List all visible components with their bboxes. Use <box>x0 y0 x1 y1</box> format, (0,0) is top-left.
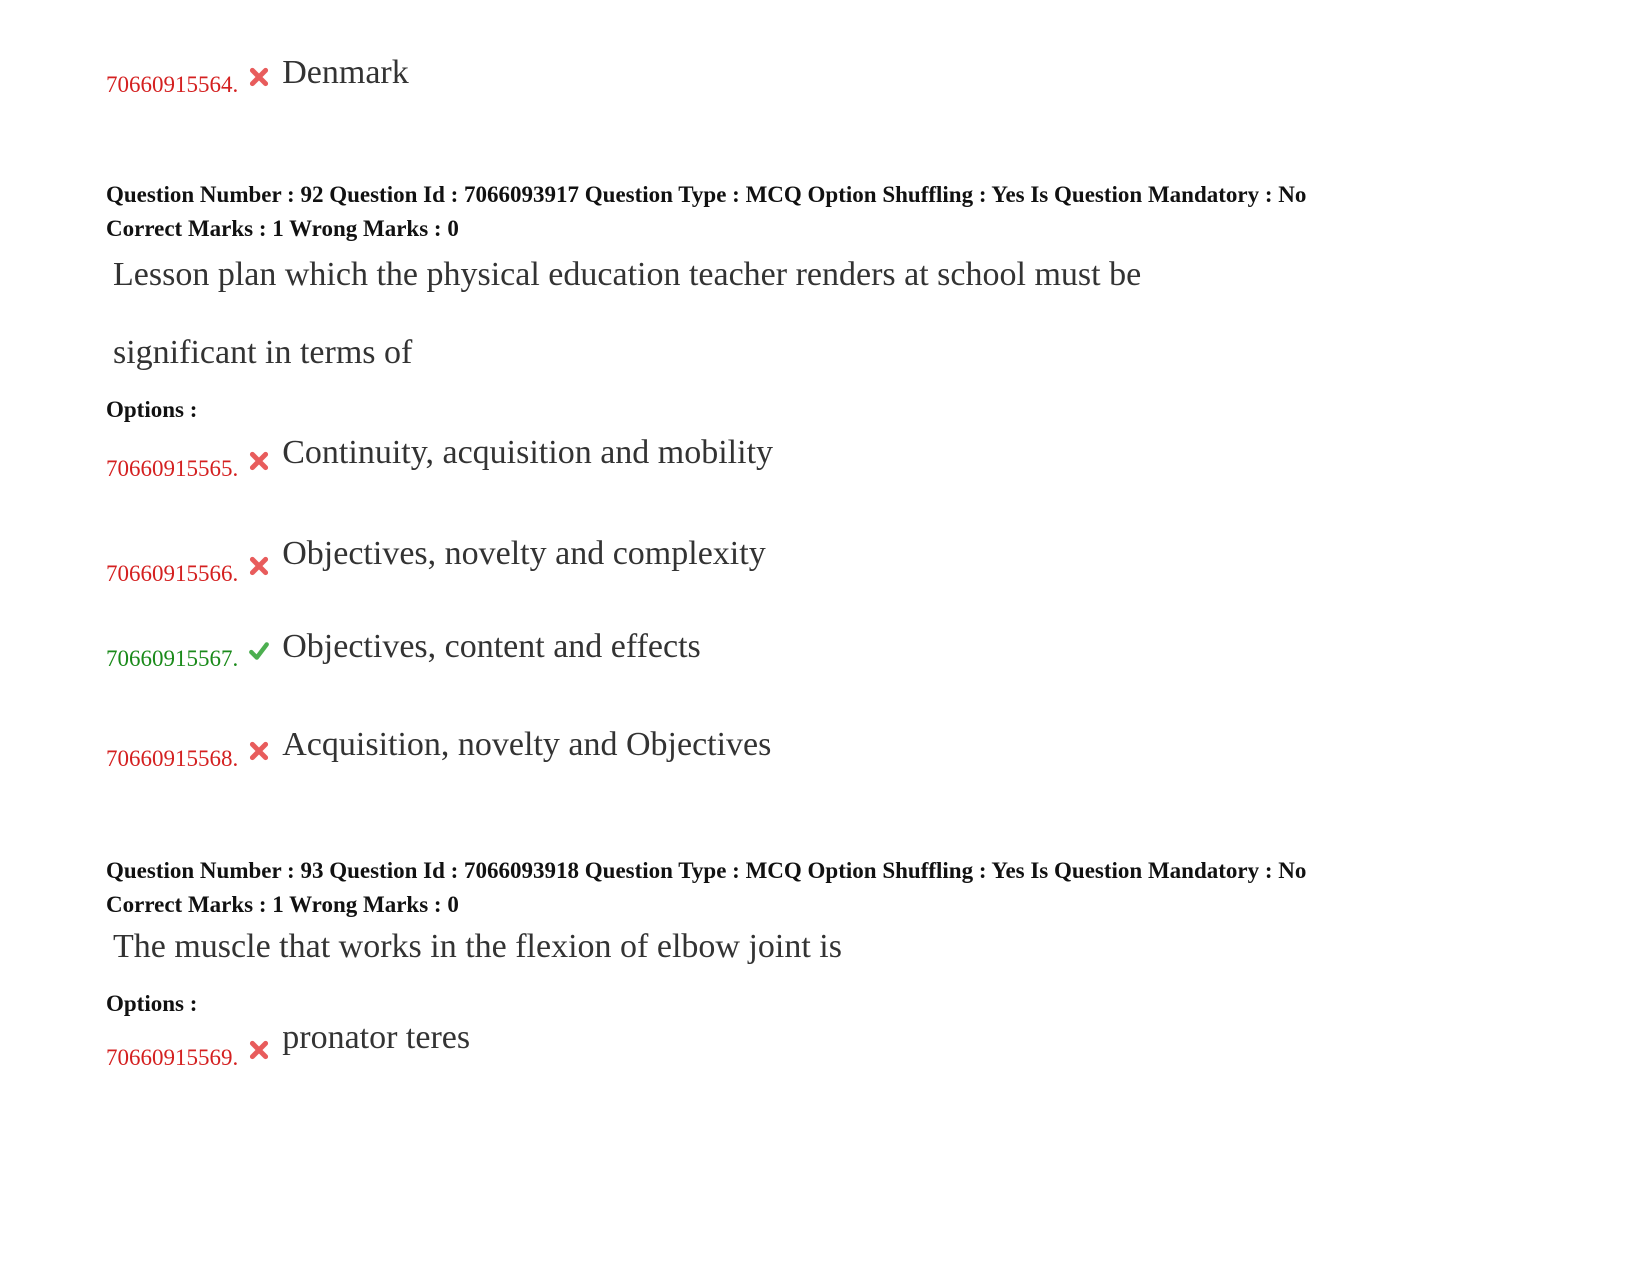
option-id: 70660915567. <box>106 646 239 671</box>
option-row <box>106 628 701 671</box>
question-text: significant in terms of <box>113 334 413 371</box>
question-meta-line: Question Number : 93 Question Id : 7066093918 Question Type : MCQ Option Shuffling : Yes Is Question Mandatory : No <box>106 858 1307 883</box>
question-meta-line: Question Number : 92 Question Id : 7066093917 Question Type : MCQ Option Shuffling : Yes Is Question Mandatory : No <box>106 182 1307 207</box>
check-icon <box>248 640 270 662</box>
question-meta <box>106 854 1306 922</box>
cross-icon <box>248 66 270 88</box>
option-id: 70660915566. <box>106 561 239 586</box>
option-row <box>106 535 766 586</box>
option-text: Objectives, content and effects <box>282 628 701 665</box>
option-row <box>106 54 409 97</box>
option-text: Denmark <box>282 54 409 91</box>
question-marks-line: Correct Marks : 1 Wrong Marks : 0 <box>106 216 459 241</box>
option-text: Objectives, novelty and complexity <box>282 535 766 572</box>
cross-icon <box>248 555 270 577</box>
option-row <box>106 726 772 771</box>
option-text: Continuity, acquisition and mobility <box>282 434 774 471</box>
question-text: Lesson plan which the physical education teacher renders at school must be <box>113 256 1142 293</box>
options-label: Options : <box>106 397 198 422</box>
question-meta <box>106 178 1306 246</box>
cross-icon <box>248 1039 270 1061</box>
options-label: Options : <box>106 991 198 1016</box>
option-id: 70660915565. <box>106 456 239 481</box>
option-id: 70660915569. <box>106 1045 239 1070</box>
option-id: 70660915568. <box>106 746 239 771</box>
cross-icon <box>248 740 270 762</box>
option-text: Acquisition, novelty and Objectives <box>282 726 772 763</box>
question-marks-line: Correct Marks : 1 Wrong Marks : 0 <box>106 892 459 917</box>
cross-icon <box>248 450 270 472</box>
option-text: pronator teres <box>282 1019 471 1056</box>
option-id: 70660915564. <box>106 72 239 97</box>
question-text: The muscle that works in the flexion of elbow joint is <box>113 928 842 965</box>
option-row <box>106 434 774 481</box>
option-row <box>106 1019 471 1070</box>
